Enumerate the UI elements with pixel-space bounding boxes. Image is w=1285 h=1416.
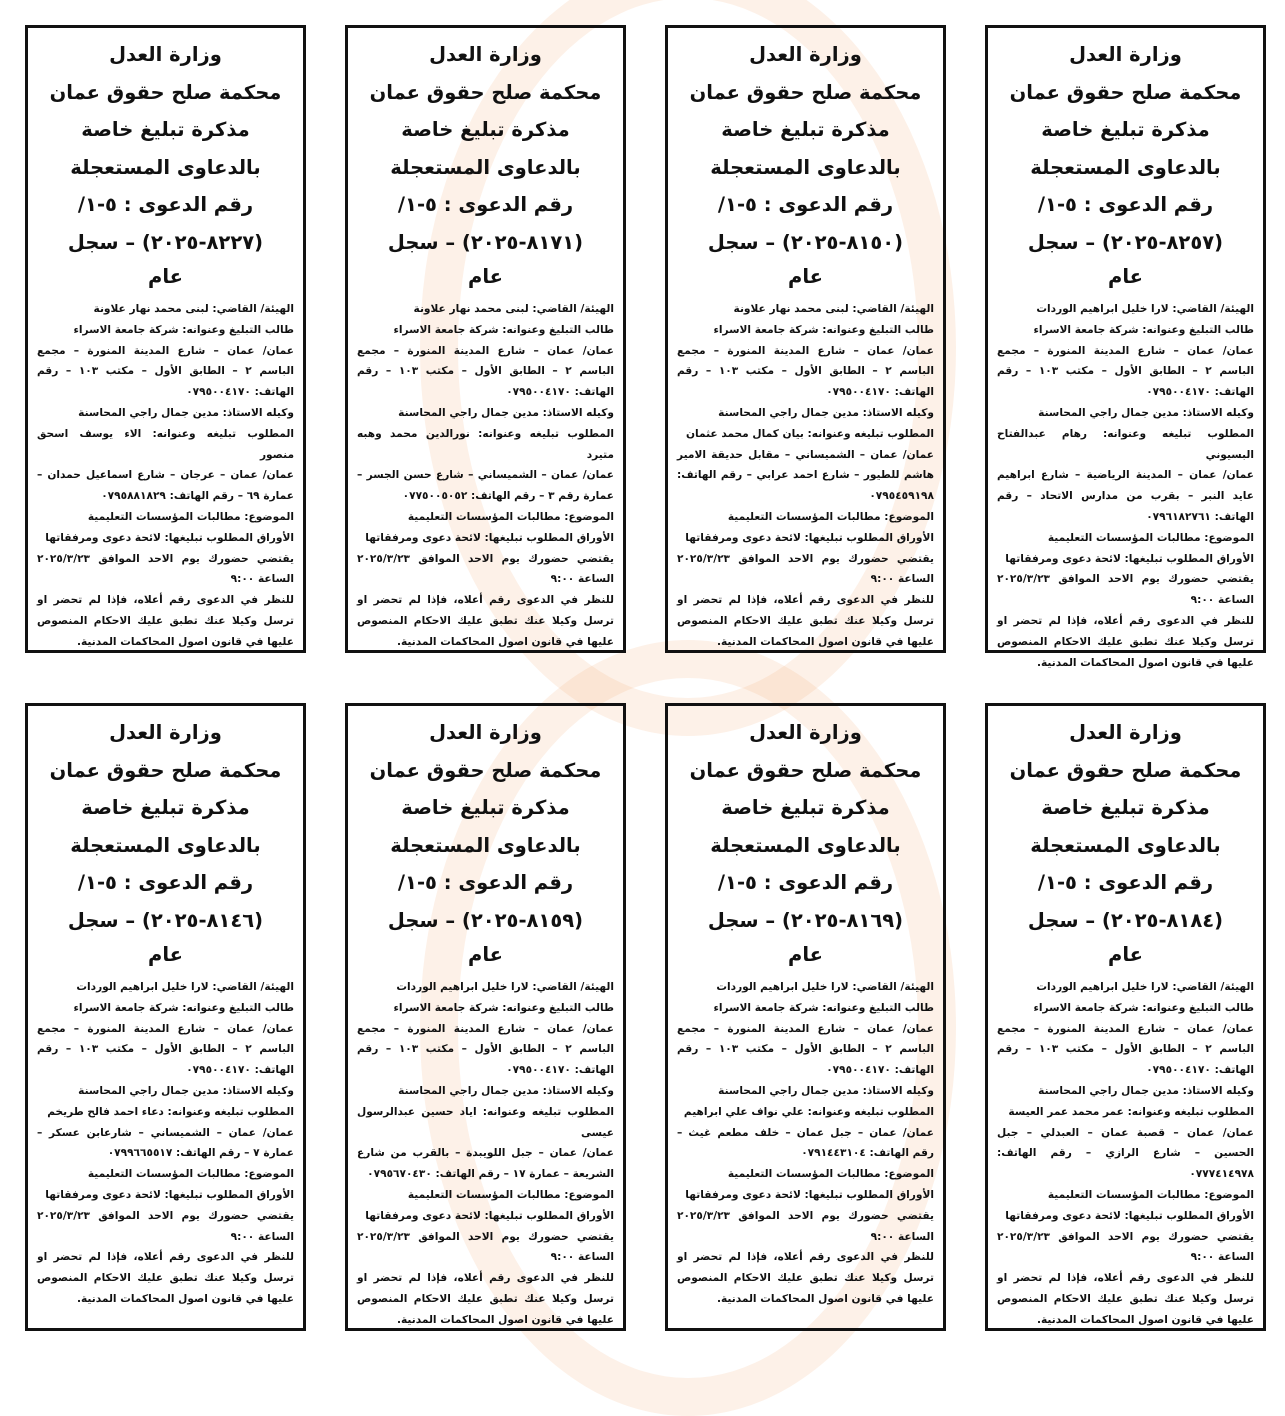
case-number-value: (٨١٨٤-٢٠٢٥) [1101, 908, 1224, 932]
defendant-address: عمان/ عمان – الشميساني – مقابل حديقة الامير هاشم للطيور – شارع احمد عرابي – رقم الهاتف: ٠٧٩٥٤٥٩١٩٨ [677, 448, 934, 503]
case-number-value: (٨١٥٠-٢٠٢٥) [781, 230, 904, 254]
court-notice [345, 703, 626, 1331]
warning-text: للنظر في الدعوى رقم أعلاه، فإذا لم تحضر او ترسل وكيلا عنك تطبق عليك الاحكام المنصوص عليها في قانون اصول المحاكمات المدنية. [997, 614, 1254, 669]
attorney-line: وكيله الاستاذ: مدين جمال راجي المحاسنة [398, 406, 614, 419]
register-suffix: – سجل [1027, 230, 1096, 254]
court-notice [665, 703, 946, 1331]
plaintiff-address: عمان/ عمان – شارع المدينة المنورة – مجمع الباسم ٢ – الطابق الأول – مكتب ١٠٣ – رقم الهاتف: ٠٧٩٥٠٠٤١٧٠ [677, 344, 934, 399]
plaintiff-line: طالب التبليغ وعنوانه: شركة جامعة الاسراء [1033, 323, 1254, 336]
hearing-line: يقتضي حضورك يوم الاحد الموافق ٢٠٢٥/٣/٢٣ الساعة ٩:٠٠ [37, 552, 294, 586]
notice-body [357, 977, 614, 1331]
case-label: رقم الدعوى : ٥-١/ [397, 193, 574, 216]
court-notice [345, 25, 626, 653]
attorney-line: وكيله الاستاذ: مدين جمال راجي المحاسنة [1038, 1084, 1254, 1097]
court-heading: محكمة صلح حقوق عمان [369, 758, 602, 782]
defendant-address: عمان/ عمان – جبل عمان – خلف مطعم غيث – رقم الهاتف: ٠٧٩١٤٤٣١٠٤ [677, 1126, 934, 1160]
plaintiff-address: عمان/ عمان – شارع المدينة المنورة – مجمع الباسم ٢ – الطابق الأول – مكتب ١٠٣ – رقم الهاتف: ٠٧٩٥٠٠٤١٧٠ [357, 1022, 614, 1077]
case-number-value: (٨٢٢٧-٢٠٢٥) [141, 230, 264, 254]
subject-line: الموضوع: مطالبات المؤسسات التعليمية [87, 1168, 294, 1181]
defendant-address: عمان/ عمان – جبل اللويبدة – بالقرب من شارع الشريعة – عمارة ١٧ – رقم الهاتف: ٠٧٩٥٦٧٠٤٣٠ [357, 1147, 614, 1181]
warning-text: للنظر في الدعوى رقم أعلاه، فإذا لم تحضر او ترسل وكيلا عنك تطبق عليك الاحكام المنصوص عليها في قانون اصول المحاكمات المدنية. [357, 1272, 614, 1326]
urgent-heading: بالدعاوى المستعجلة [70, 155, 261, 179]
judge-line: الهيئة/ القاضي: لبنى محمد نهار علاونة [733, 303, 934, 315]
judge-line: الهيئة/ القاضي: لارا خليل ابراهيم الوردات [76, 981, 294, 993]
attorney-line: وكيله الاستاذ: مدين جمال راجي المحاسنة [78, 406, 294, 419]
case-label: رقم الدعوى : ٥-١/ [717, 871, 894, 894]
general-label: عام [148, 943, 183, 966]
urgent-heading: بالدعاوى المستعجلة [390, 155, 581, 179]
general-label: عام [788, 265, 823, 288]
warning-text: للنظر في الدعوى رقم أعلاه، فإذا لم تحضر او ترسل وكيلا عنك تطبق عليك الاحكام المنصوص عليها في قانون اصول المحاكمات المدنية. [997, 1272, 1254, 1326]
memo-heading: مذكرة تبليغ خاصة [721, 118, 890, 141]
ministry-heading: وزارة العدل [749, 43, 862, 66]
plaintiff-line: طالب التبليغ وعنوانه: شركة جامعة الاسراء [393, 323, 614, 336]
warning-text: للنظر في الدعوى رقم أعلاه، فإذا لم تحضر او ترسل وكيلا عنك تطبق عليك الاحكام المنصوص عليها في قانون اصول المحاكمات المدنية. [677, 594, 934, 648]
case-number [37, 902, 294, 940]
judge-line: الهيئة/ القاضي: لبنى محمد نهار علاونة [413, 303, 614, 315]
defendant-line: المطلوب تبليغه وعنوانه: دعاء احمد فالح طريخم [47, 1105, 294, 1118]
court-heading: محكمة صلح حقوق عمان [49, 758, 282, 782]
notice-body [37, 299, 294, 653]
defendant-line: المطلوب تبليغه وعنوانه: علي نواف علي ابراهيم [683, 1105, 934, 1118]
case-label: رقم الدعوى : ٥-١/ [397, 871, 574, 894]
plaintiff-line: طالب التبليغ وعنوانه: شركة جامعة الاسراء [713, 323, 934, 336]
memo-heading: مذكرة تبليغ خاصة [1041, 118, 1210, 141]
case-label: رقم الدعوى : ٥-١/ [77, 871, 254, 894]
court-heading: محكمة صلح حقوق عمان [49, 80, 282, 104]
general-label: عام [1108, 265, 1143, 288]
court-notice [985, 703, 1266, 1331]
attorney-line: وكيله الاستاذ: مدين جمال راجي المحاسنة [78, 1084, 294, 1097]
attorney-line: وكيله الاستاذ: مدين جمال راجي المحاسنة [398, 1084, 614, 1097]
urgent-heading: بالدعاوى المستعجلة [70, 833, 261, 857]
general-label: عام [1108, 943, 1143, 966]
case-number [357, 224, 614, 262]
memo-heading: مذكرة تبليغ خاصة [401, 796, 570, 819]
case-label: رقم الدعوى : ٥-١/ [1037, 193, 1214, 216]
court-notice [665, 25, 946, 653]
plaintiff-address: عمان/ عمان – شارع المدينة المنورة – مجمع الباسم ٢ – الطابق الأول – مكتب ١٠٣ – رقم الهاتف: ٠٧٩٥٠٠٤١٧٠ [357, 344, 614, 399]
case-number [357, 902, 614, 940]
register-suffix: – سجل [707, 908, 776, 932]
notice-body [997, 977, 1254, 1331]
notice-body [997, 299, 1254, 673]
court-notice [25, 703, 306, 1331]
papers-line: الأوراق المطلوب تبليغها: لائحة دعوى ومرفقاتها [685, 1188, 934, 1201]
subject-line: الموضوع: مطالبات المؤسسات التعليمية [727, 510, 934, 523]
case-label: رقم الدعوى : ٥-١/ [1037, 871, 1214, 894]
attorney-line: وكيله الاستاذ: مدين جمال راجي المحاسنة [1038, 406, 1254, 419]
hearing-line: يقتضي حضورك يوم الاحد الموافق ٢٠٢٥/٣/٢٣ الساعة ٩:٠٠ [997, 573, 1254, 607]
defendant-line: المطلوب تبليغه وعنوانه: رهام عبدالفتاح البسيوني [997, 427, 1254, 461]
judge-line: الهيئة/ القاضي: لارا خليل ابراهيم الوردات [396, 981, 614, 993]
defendant-line: المطلوب تبليغه وعنوانه: نورالدين محمد وهبه متيرد [357, 427, 614, 461]
case-number [997, 902, 1254, 940]
ministry-heading: وزارة العدل [429, 721, 542, 744]
plaintiff-address: عمان/ عمان – شارع المدينة المنورة – مجمع الباسم ٢ – الطابق الأول – مكتب ١٠٣ – رقم الهاتف: ٠٧٩٥٠٠٤١٧٠ [37, 1022, 294, 1077]
hearing-line: يقتضي حضورك يوم الاحد الموافق ٢٠٢٥/٣/٢٣ الساعة ٩:٠٠ [677, 1209, 934, 1243]
attorney-line: وكيله الاستاذ: مدين جمال راجي المحاسنة [718, 406, 934, 419]
subject-line: الموضوع: مطالبات المؤسسات التعليمية [407, 1188, 614, 1201]
memo-heading: مذكرة تبليغ خاصة [721, 796, 890, 819]
register-suffix: – سجل [67, 230, 136, 254]
general-label: عام [148, 265, 183, 288]
hearing-line: يقتضي حضورك يوم الاحد الموافق ٢٠٢٥/٣/٢٣ الساعة ٩:٠٠ [677, 552, 934, 586]
warning-text: للنظر في الدعوى رقم أعلاه، فإذا لم تحضر او ترسل وكيلا عنك تطبق عليك الاحكام المنصوص عليها في قانون اصول المحاكمات المدنية. [677, 1251, 934, 1305]
case-number [677, 224, 934, 262]
ministry-heading: وزارة العدل [109, 721, 222, 744]
hearing-line: يقتضي حضورك يوم الاحد الموافق ٢٠٢٥/٣/٢٣ الساعة ٩:٠٠ [997, 1230, 1254, 1264]
notice-body [37, 977, 294, 1310]
defendant-address: عمان/ عمان – الشميساني – شارع حسن الجسر – عمارة رقم ٣ – رقم الهاتف: ٠٧٧٥٠٠٥٠٥٢ [357, 469, 614, 503]
case-label: رقم الدعوى : ٥-١/ [77, 193, 254, 216]
case-number-value: (٨١٧١-٢٠٢٥) [461, 230, 584, 254]
court-heading: محكمة صلح حقوق عمان [689, 758, 922, 782]
defendant-line: المطلوب تبليغه وعنوانه: اياد حسين عبدالرسول عيسى [357, 1105, 614, 1139]
plaintiff-line: طالب التبليغ وعنوانه: شركة جامعة الاسراء [1033, 1001, 1254, 1014]
plaintiff-address: عمان/ عمان – شارع المدينة المنورة – مجمع الباسم ٢ – الطابق الأول – مكتب ١٠٣ – رقم الهاتف: ٠٧٩٥٠٠٤١٧٠ [37, 344, 294, 399]
notices-grid [25, 25, 1266, 1331]
judge-line: الهيئة/ القاضي: لبنى محمد نهار علاونة [93, 303, 294, 315]
plaintiff-line: طالب التبليغ وعنوانه: شركة جامعة الاسراء [713, 1001, 934, 1014]
urgent-heading: بالدعاوى المستعجلة [710, 155, 901, 179]
plaintiff-line: طالب التبليغ وعنوانه: شركة جامعة الاسراء [73, 1001, 294, 1014]
register-suffix: – سجل [707, 230, 776, 254]
court-heading: محكمة صلح حقوق عمان [1009, 758, 1242, 782]
subject-line: الموضوع: مطالبات المؤسسات التعليمية [727, 1168, 934, 1181]
papers-line: الأوراق المطلوب تبليغها: لائحة دعوى ومرفقاتها [685, 531, 934, 544]
hearing-line: يقتضي حضورك يوم الاحد الموافق ٢٠٢٥/٣/٢٣ الساعة ٩:٠٠ [357, 552, 614, 586]
subject-line: الموضوع: مطالبات المؤسسات التعليمية [1047, 531, 1254, 544]
court-heading: محكمة صلح حقوق عمان [369, 80, 602, 104]
defendant-address: عمان/ عمان – الشميساني – شارعابن عسكر – عمارة ٧ – رقم الهاتف: ٠٧٩٩٦٦٥٥١٧ [37, 1126, 294, 1160]
papers-line: الأوراق المطلوب تبليغها: لائحة دعوى ومرفقاتها [365, 1209, 614, 1222]
memo-heading: مذكرة تبليغ خاصة [401, 118, 570, 141]
ministry-heading: وزارة العدل [1069, 43, 1182, 66]
register-suffix: – سجل [387, 230, 456, 254]
register-suffix: – سجل [387, 908, 456, 932]
hearing-line: يقتضي حضورك يوم الاحد الموافق ٢٠٢٥/٣/٢٣ الساعة ٩:٠٠ [357, 1230, 614, 1264]
urgent-heading: بالدعاوى المستعجلة [710, 833, 901, 857]
general-label: عام [468, 265, 503, 288]
attorney-line: وكيله الاستاذ: مدين جمال راجي المحاسنة [718, 1084, 934, 1097]
defendant-line: المطلوب تبليغه وعنوانه: الاء يوسف اسحق منصور [37, 427, 294, 461]
defendant-line: المطلوب تبليغه وعنوانه: عمر محمد عمر العيسة [1008, 1105, 1254, 1118]
case-number-value: (٨١٦٩-٢٠٢٥) [781, 908, 904, 932]
urgent-heading: بالدعاوى المستعجلة [390, 833, 581, 857]
general-label: عام [788, 943, 823, 966]
ministry-heading: وزارة العدل [109, 43, 222, 66]
case-label: رقم الدعوى : ٥-١/ [717, 193, 894, 216]
general-label: عام [468, 943, 503, 966]
case-number-value: (٨١٤٦-٢٠٢٥) [141, 908, 264, 932]
subject-line: الموضوع: مطالبات المؤسسات التعليمية [407, 510, 614, 523]
papers-line: الأوراق المطلوب تبليغها: لائحة دعوى ومرفقاتها [1005, 1209, 1254, 1222]
register-suffix: – سجل [1027, 908, 1096, 932]
case-number [997, 224, 1254, 262]
defendant-address: عمان/ عمان – المدينة الرياضية – شارع ابراهيم عايد النبر – بقرب من مدارس الاتحاد – رقم الهاتف: ٠٧٩٦١٨٢٧٦١ [997, 469, 1254, 523]
plaintiff-line: طالب التبليغ وعنوانه: شركة جامعة الاسراء [393, 1001, 614, 1014]
warning-text: للنظر في الدعوى رقم أعلاه، فإذا لم تحضر او ترسل وكيلا عنك تطبق عليك الاحكام المنصوص عليها في قانون اصول المحاكمات المدنية. [37, 594, 294, 648]
subject-line: الموضوع: مطالبات المؤسسات التعليمية [1047, 1188, 1254, 1201]
papers-line: الأوراق المطلوب تبليغها: لائحة دعوى ومرفقاتها [45, 1188, 294, 1201]
plaintiff-address: عمان/ عمان – شارع المدينة المنورة – مجمع الباسم ٢ – الطابق الأول – مكتب ١٠٣ – رقم الهاتف: ٠٧٩٥٠٠٤١٧٠ [997, 1022, 1254, 1077]
register-suffix: – سجل [67, 908, 136, 932]
papers-line: الأوراق المطلوب تبليغها: لائحة دعوى ومرفقاتها [365, 531, 614, 544]
ministry-heading: وزارة العدل [1069, 721, 1182, 744]
memo-heading: مذكرة تبليغ خاصة [81, 796, 250, 819]
case-number-value: (٨٢٥٧-٢٠٢٥) [1101, 230, 1224, 254]
judge-line: الهيئة/ القاضي: لارا خليل ابراهيم الوردات [1036, 981, 1254, 993]
urgent-heading: بالدعاوى المستعجلة [1030, 155, 1221, 179]
notice-body [357, 299, 614, 653]
case-number-value: (٨١٥٩-٢٠٢٥) [461, 908, 584, 932]
court-notice [25, 25, 306, 653]
urgent-heading: بالدعاوى المستعجلة [1030, 833, 1221, 857]
papers-line: الأوراق المطلوب تبليغها: لائحة دعوى ومرفقاتها [1005, 552, 1254, 565]
judge-line: الهيئة/ القاضي: لارا خليل ابراهيم الوردات [716, 981, 934, 993]
defendant-address: عمان/ عمان – قصبة عمان – العبدلي – جبل الحسين – شارع الرازي – رقم الهاتف: ٠٧٧٧٤١٤٩٧٨ [997, 1126, 1254, 1181]
court-notice [985, 25, 1266, 669]
court-heading: محكمة صلح حقوق عمان [1009, 80, 1242, 104]
warning-text: للنظر في الدعوى رقم أعلاه، فإذا لم تحضر او ترسل وكيلا عنك تطبق عليك الاحكام المنصوص عليها في قانون اصول المحاكمات المدنية. [357, 594, 614, 648]
judge-line: الهيئة/ القاضي: لارا خليل ابراهيم الوردات [1036, 303, 1254, 315]
papers-line: الأوراق المطلوب تبليغها: لائحة دعوى ومرفقاتها [45, 531, 294, 544]
defendant-address: عمان/ عمان – عرجان – شارع اسماعيل حمدان – عمارة ٦٩ – رقم الهاتف: ٠٧٩٥٨٨١٨٢٩ [37, 469, 294, 503]
case-number [37, 224, 294, 262]
plaintiff-address: عمان/ عمان – شارع المدينة المنورة – مجمع الباسم ٢ – الطابق الأول – مكتب ١٠٣ – رقم الهاتف: ٠٧٩٥٠٠٤١٧٠ [677, 1022, 934, 1077]
notice-body [677, 299, 934, 653]
notice-body [677, 977, 934, 1310]
subject-line: الموضوع: مطالبات المؤسسات التعليمية [87, 510, 294, 523]
ministry-heading: وزارة العدل [429, 43, 542, 66]
plaintiff-address: عمان/ عمان – شارع المدينة المنورة – مجمع الباسم ٢ – الطابق الأول – مكتب ١٠٣ – رقم الهاتف: ٠٧٩٥٠٠٤١٧٠ [997, 344, 1254, 399]
case-number [677, 902, 934, 940]
plaintiff-line: طالب التبليغ وعنوانه: شركة جامعة الاسراء [73, 323, 294, 336]
hearing-line: يقتضي حضورك يوم الاحد الموافق ٢٠٢٥/٣/٢٣ الساعة ٩:٠٠ [37, 1209, 294, 1243]
ministry-heading: وزارة العدل [749, 721, 862, 744]
defendant-line: المطلوب تبليغه وعنوانه: بيان كمال محمد عثمان [685, 427, 934, 440]
court-heading: محكمة صلح حقوق عمان [689, 80, 922, 104]
memo-heading: مذكرة تبليغ خاصة [81, 118, 250, 141]
memo-heading: مذكرة تبليغ خاصة [1041, 796, 1210, 819]
warning-text: للنظر في الدعوى رقم أعلاه، فإذا لم تحضر او ترسل وكيلا عنك تطبق عليك الاحكام المنصوص عليها في قانون اصول المحاكمات المدنية. [37, 1251, 294, 1305]
